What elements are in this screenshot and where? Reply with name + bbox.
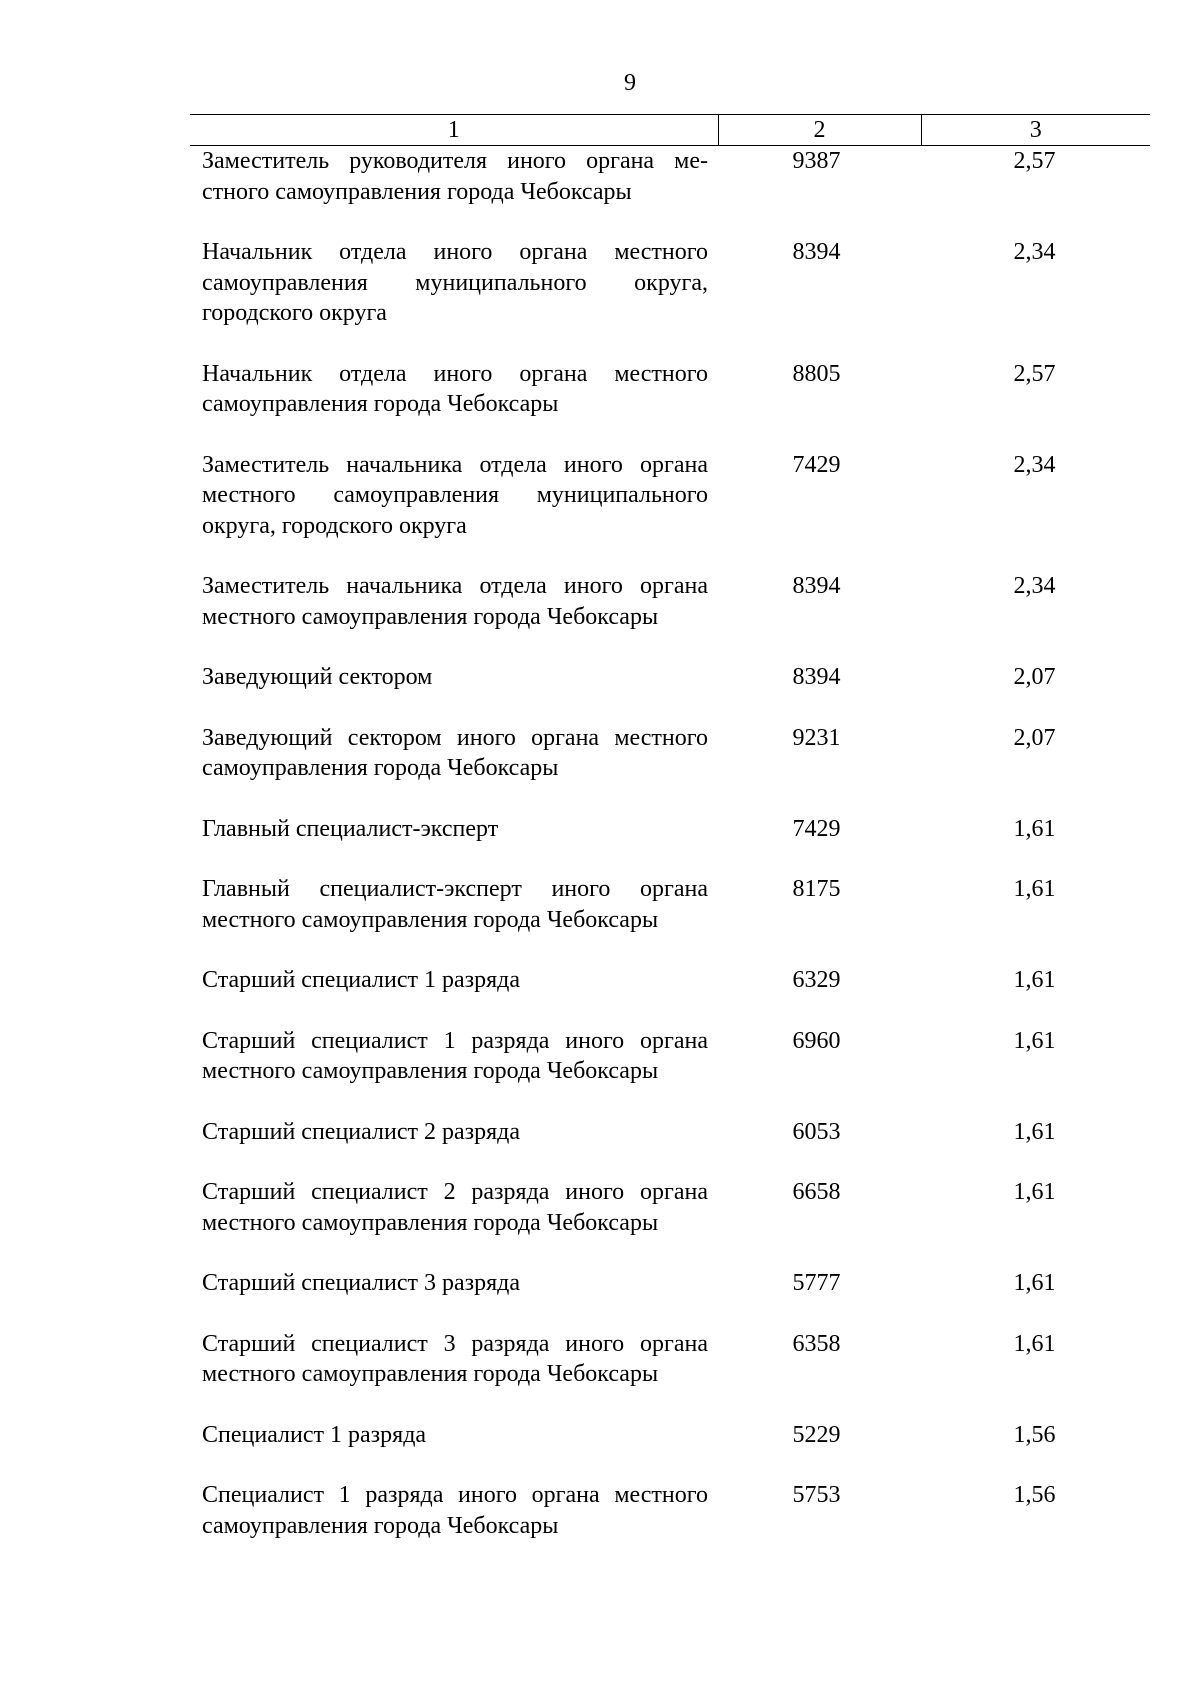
position-name-cell: Заместитель начальника отдела иного органа местного самоуправления муниципального округа, городского округа	[202, 451, 708, 539]
position-name-cell: Старший специалист 3 разряда иного органа местного самоуправления города Чебоксары	[202, 1330, 708, 1387]
table-row	[190, 1026, 1150, 1117]
position-name-cell: Старший специалист 2 разряда	[202, 1118, 520, 1145]
salary-value-cell: 5753	[792, 1482, 841, 1508]
coefficient-cell: 2,07	[1013, 724, 1056, 751]
table-row	[190, 571, 1150, 662]
position-name-cell: Заведующий сектором иного органа местного самоуправления города Чебоксары	[202, 724, 708, 781]
coefficient-cell: 1,61	[1013, 1118, 1056, 1145]
position-name-cell: Специалист 1 разряда иного органа местного самоуправления города Чебоксары	[202, 1482, 708, 1539]
salary-value-cell: 8394	[792, 239, 841, 265]
salary-value-cell: 5229	[792, 1421, 841, 1448]
position-name-cell: Начальник отдела иного органа местного самоуправления муниципального округа, городского округа	[202, 239, 708, 326]
table-row	[190, 965, 1150, 1026]
salary-value-cell: 6358	[792, 1330, 841, 1357]
position-name-cell: Заместитель начальника отдела иного органа местного самоуправления города Чебоксары	[202, 573, 708, 630]
table-row	[190, 1329, 1150, 1420]
coefficient-cell: 2,07	[1013, 664, 1056, 690]
coefficient-cell: 1,61	[1013, 876, 1056, 902]
salary-value-cell: 8394	[792, 664, 841, 690]
salary-value-cell: 7429	[792, 451, 841, 478]
coefficient-cell: 2,57	[1013, 360, 1056, 387]
table-row	[190, 359, 1150, 450]
table-row	[190, 1420, 1150, 1481]
position-name-cell: Старший специалист 3 разряда	[202, 1270, 520, 1296]
salary-value-cell: 8805	[792, 360, 841, 387]
coefficient-cell: 1,61	[1013, 1027, 1056, 1054]
salary-value-cell: 5777	[792, 1270, 841, 1296]
table-body	[190, 146, 1150, 1542]
position-name-cell: Старший специалист 1 разряда иного органа местного самоуправления города Чебоксары	[202, 1027, 708, 1084]
coefficient-cell: 1,56	[1013, 1482, 1056, 1508]
table-row	[190, 874, 1150, 965]
coefficient-cell: 1,61	[1013, 815, 1056, 842]
table-row	[190, 723, 1150, 814]
table-row	[190, 237, 1150, 359]
column-header-3: 3	[921, 115, 1150, 146]
table-row	[190, 662, 1150, 723]
salary-value-cell: 9387	[792, 148, 841, 174]
coefficient-cell: 1,61	[1013, 1270, 1056, 1296]
salary-value-cell: 6658	[792, 1179, 841, 1205]
coefficient-cell: 2,34	[1013, 451, 1056, 478]
coefficient-cell: 1,61	[1013, 1179, 1056, 1205]
table-row	[190, 1177, 1150, 1268]
table-header	[190, 115, 1150, 146]
table-row	[190, 1268, 1150, 1329]
position-name-cell: Заместитель руководителя иного органа местного самоуправления города Чебоксары	[202, 148, 708, 205]
salary-value-cell: 9231	[792, 724, 841, 751]
salary-value-cell: 8394	[792, 573, 841, 599]
coefficient-cell: 1,61	[1013, 967, 1056, 993]
column-header-1: 1	[190, 115, 718, 146]
table-header-row	[190, 115, 1150, 146]
coefficient-cell: 1,61	[1013, 1330, 1056, 1357]
salary-value-cell: 6960	[792, 1027, 841, 1054]
column-header-2: 2	[718, 115, 921, 146]
salary-value-cell: 6053	[792, 1118, 841, 1145]
coefficient-cell: 2,34	[1013, 573, 1056, 599]
position-name-cell: Старший специалист 1 разряда	[202, 967, 520, 993]
table-row	[190, 1480, 1150, 1541]
position-name-cell: Заведующий сектором	[202, 664, 433, 690]
position-name-cell: Начальник отдела иного органа местного самоуправления города Чебоксары	[202, 360, 708, 417]
salary-table-container	[190, 114, 1150, 1541]
position-name-cell: Главный специалист-эксперт иного органа местного самоуправления города Чебоксары	[202, 876, 708, 933]
table-row	[190, 814, 1150, 875]
salary-value-cell: 7429	[792, 815, 841, 842]
salary-value-cell: 8175	[792, 876, 841, 902]
position-name-cell: Главный специалист-эксперт	[202, 815, 499, 842]
salary-table	[190, 114, 1150, 1541]
coefficient-cell: 2,34	[1013, 239, 1056, 265]
table-row	[190, 450, 1150, 572]
page-number: 9	[624, 70, 636, 96]
coefficient-cell: 1,56	[1013, 1421, 1056, 1448]
table-row	[190, 1117, 1150, 1178]
table-row	[190, 146, 1150, 238]
position-name-cell: Специалист 1 разряда	[202, 1421, 427, 1448]
position-name-cell: Старший специалист 2 разряда иного органа местного самоуправления города Чебоксары	[202, 1179, 708, 1236]
salary-value-cell: 6329	[792, 967, 841, 993]
coefficient-cell: 2,57	[1013, 148, 1056, 174]
